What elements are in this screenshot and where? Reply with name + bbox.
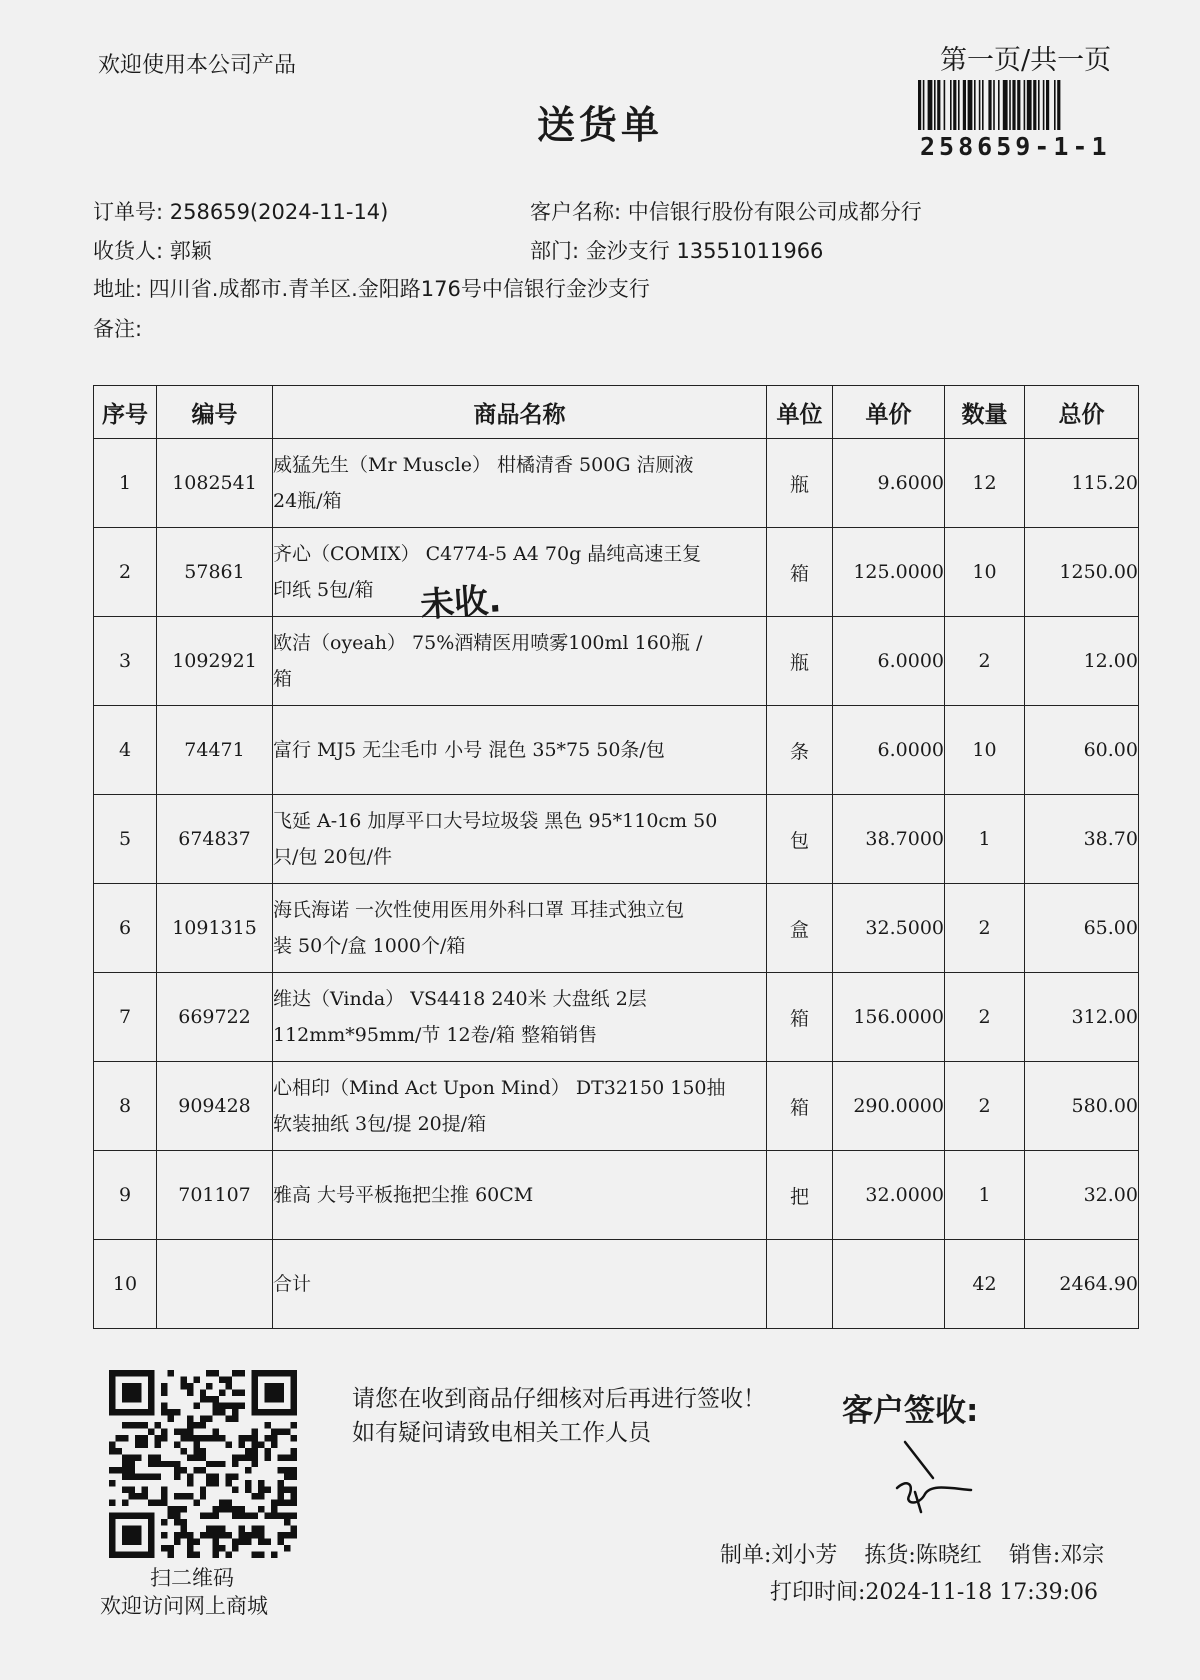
unit-price-cell: 9.6000: [833, 439, 945, 528]
item-name-line: 印纸 5包/箱: [273, 579, 374, 601]
column-header: 序号: [94, 386, 157, 439]
item-name-cell: [273, 617, 767, 706]
unit-price-cell: 32.5000: [833, 884, 945, 973]
picker-text: 拣货:陈晓红: [864, 1543, 982, 1568]
column-header: 单价: [833, 386, 945, 439]
unit-cell: 盒: [767, 884, 833, 973]
unit-cell: 箱: [767, 973, 833, 1062]
item-name-line: 合计: [273, 1273, 312, 1295]
order-number-value: 258659(2024-11-14): [169, 200, 389, 224]
unit-cell: 瓶: [767, 439, 833, 528]
address-value: 四川省.成都市.青羊区.金阳路176号中信银行金沙支行: [148, 277, 650, 301]
row-number-cell: 4: [94, 706, 157, 795]
row-number-cell: 3: [94, 617, 157, 706]
total-price-cell: 12.00: [1025, 617, 1139, 706]
barcode-number: 258659-1-1: [920, 132, 1111, 161]
print-time: 打印时间:2024-11-18 17:39:06: [770, 1580, 1099, 1605]
quantity-cell: 2: [945, 884, 1025, 973]
total-price-cell: 32.00: [1025, 1151, 1139, 1240]
row-number-cell: 5: [94, 795, 157, 884]
item-name-cell: [273, 795, 767, 884]
handwritten-note: 未收.: [418, 580, 503, 626]
unit-price-cell: 6.0000: [833, 706, 945, 795]
item-code-cell: 674837: [157, 795, 273, 884]
table-row: [94, 528, 1139, 617]
quantity-cell: 2: [945, 1062, 1025, 1151]
item-name-line: 装 50个/盒 1000个/箱: [273, 935, 466, 957]
sales-text: 销售:邓宗: [1008, 1543, 1105, 1568]
item-name-line: 只/包 20包/件: [273, 846, 393, 868]
table-row: [94, 439, 1139, 528]
item-code-cell: 1091315: [157, 884, 273, 973]
customer-field: [530, 196, 922, 226]
row-number-cell: 10: [94, 1240, 157, 1329]
customer-signature: [875, 1430, 985, 1520]
row-number-cell: 1: [94, 439, 157, 528]
column-header: 单位: [767, 386, 833, 439]
total-price-cell: 2464.90: [1025, 1240, 1139, 1329]
table-row: [94, 973, 1139, 1062]
total-price-cell: 65.00: [1025, 884, 1139, 973]
item-code-cell: 1082541: [157, 439, 273, 528]
unit-cell: [767, 1240, 833, 1329]
item-name-line: 雅高 大号平板拖把尘推 60CM: [273, 1184, 534, 1206]
unit-price-cell: 156.0000: [833, 973, 945, 1062]
item-name-line: 维达（Vinda） VS4418 240米 大盘纸 2层: [273, 988, 647, 1010]
table-row: [94, 884, 1139, 973]
item-name-line: 富行 MJ5 无尘毛巾 小号 混色 35*75 50条/包: [273, 739, 665, 761]
table-row: [94, 1062, 1139, 1151]
row-number-cell: 6: [94, 884, 157, 973]
staff-line: [720, 1538, 1124, 1569]
item-name-cell: [273, 1151, 767, 1240]
unit-cell: 包: [767, 795, 833, 884]
remark-field: [93, 313, 142, 343]
item-name-line: 24瓶/箱: [273, 490, 342, 512]
item-code-cell: 909428: [157, 1062, 273, 1151]
item-code-cell: 57861: [157, 528, 273, 617]
page-indicator: 第一页/共一页: [940, 45, 1112, 76]
item-code-cell: 669722: [157, 973, 273, 1062]
item-name-line: 齐心（COMIX） C4774-5 A4 70g 晶纯高速王复: [273, 543, 702, 565]
quantity-cell: 42: [945, 1240, 1025, 1329]
item-code-cell: [157, 1240, 273, 1329]
item-name-cell: [273, 528, 767, 617]
unit-price-cell: 290.0000: [833, 1062, 945, 1151]
unit-price-cell: 32.0000: [833, 1151, 945, 1240]
unit-cell: 箱: [767, 1062, 833, 1151]
item-name-cell: [273, 1062, 767, 1151]
qr-caption-mall: 欢迎访问网上商城: [100, 1594, 268, 1618]
unit-cell: 把: [767, 1151, 833, 1240]
unit-cell: 箱: [767, 528, 833, 617]
department-value: 金沙支行 13551011966: [585, 239, 824, 263]
item-name-cell: [273, 706, 767, 795]
quantity-cell: 2: [945, 617, 1025, 706]
table-header-row: [94, 386, 1139, 439]
quantity-cell: 1: [945, 1151, 1025, 1240]
row-number-cell: 2: [94, 528, 157, 617]
item-name-line: 箱: [273, 668, 293, 690]
receiver-label: 收货人:: [93, 239, 164, 263]
address-label: 地址:: [93, 277, 143, 301]
table-row: [94, 1240, 1139, 1329]
quantity-cell: 10: [945, 706, 1025, 795]
table-row: [94, 706, 1139, 795]
item-code-cell: 701107: [157, 1151, 273, 1240]
row-number-cell: 9: [94, 1151, 157, 1240]
item-code-cell: 1092921: [157, 617, 273, 706]
total-price-cell: 1250.00: [1025, 528, 1139, 617]
table-row: [94, 795, 1139, 884]
item-name-cell: [273, 973, 767, 1062]
unit-cell: 瓶: [767, 617, 833, 706]
item-name-line: 海氏海诺 一次性使用医用外科口罩 耳挂式独立包: [273, 899, 685, 921]
quantity-cell: 12: [945, 439, 1025, 528]
total-price-cell: 312.00: [1025, 973, 1139, 1062]
item-name-line: 欧洁（oyeah） 75%酒精医用喷雾100ml 160瓶 /: [273, 632, 703, 654]
qr-code-image: [108, 1370, 298, 1558]
item-name-line: 威猛先生（Mr Muscle） 柑橘清香 500G 洁厕液: [273, 454, 694, 476]
unit-price-cell: [833, 1240, 945, 1329]
remark-label: 备注:: [93, 317, 143, 341]
item-name-line: 心相印（Mind Act Upon Mind） DT32150 150抽: [273, 1077, 726, 1099]
column-header: 总价: [1025, 386, 1139, 439]
item-name-cell: [273, 439, 767, 528]
document-title: 送货单: [536, 102, 663, 147]
unit-cell: 条: [767, 706, 833, 795]
customer-label: 客户名称:: [530, 200, 622, 224]
total-price-cell: 115.20: [1025, 439, 1139, 528]
verification-notice: 请您在收到商品仔细核对后再进行签收！如有疑问请致电相关工作人员: [352, 1386, 766, 1446]
order-number-label: 订单号:: [93, 200, 164, 224]
quantity-cell: 2: [945, 973, 1025, 1062]
table-row: [94, 1151, 1139, 1240]
receiver-value: 郭颖: [169, 239, 212, 263]
department-label: 部门:: [530, 239, 580, 263]
unit-price-cell: 125.0000: [833, 528, 945, 617]
customer-value: 中信银行股份有限公司成都分行: [627, 200, 922, 224]
column-header: 商品名称: [273, 386, 767, 439]
department-field: [530, 235, 823, 265]
total-price-cell: 580.00: [1025, 1062, 1139, 1151]
unit-price-cell: 38.7000: [833, 795, 945, 884]
item-name-line: 112mm*95mm/节 12卷/箱 整箱销售: [273, 1024, 598, 1046]
customer-sign-label: 客户签收:: [842, 1393, 979, 1429]
goods-table: [93, 385, 1139, 1329]
total-price-cell: 60.00: [1025, 706, 1139, 795]
quantity-cell: 10: [945, 528, 1025, 617]
unit-price-cell: 6.0000: [833, 617, 945, 706]
item-name-cell: [273, 884, 767, 973]
row-number-cell: 7: [94, 973, 157, 1062]
table-row: [94, 617, 1139, 706]
order-number-field: [93, 196, 388, 226]
quantity-cell: 1: [945, 795, 1025, 884]
qr-caption-scan: 扫二维码: [150, 1566, 234, 1590]
address-field: [93, 273, 650, 303]
total-price-cell: 38.70: [1025, 795, 1139, 884]
item-name-cell: [273, 1240, 767, 1329]
maker-text: 制单:刘小芳: [720, 1543, 838, 1568]
item-name-line: 飞延 A-16 加厚平口大号垃圾袋 黑色 95*110cm 50: [273, 810, 718, 832]
welcome-text: 欢迎使用本公司产品: [98, 53, 297, 78]
receiver-field: [93, 235, 212, 265]
item-name-line: 软装抽纸 3包/提 20提/箱: [273, 1113, 487, 1135]
column-header: 编号: [157, 386, 273, 439]
row-number-cell: 8: [94, 1062, 157, 1151]
item-code-cell: 74471: [157, 706, 273, 795]
column-header: 数量: [945, 386, 1025, 439]
